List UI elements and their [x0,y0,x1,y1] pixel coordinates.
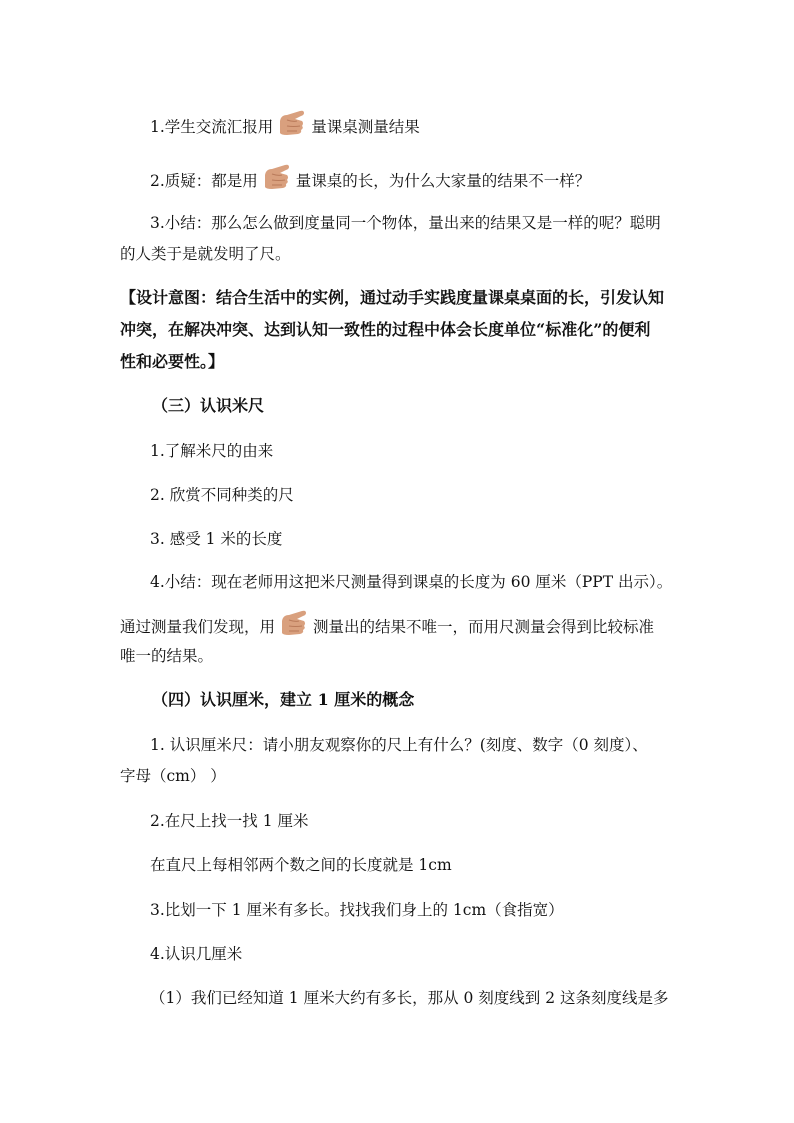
section3-item4-line3: 唯一的结果。 [120,647,214,665]
section4-heading: （四）认识厘米，建立 1 厘米的概念 [152,690,415,709]
step2 [150,167,590,195]
section4-item4: 4.认识几厘米 [150,945,243,963]
section4-item1-line1: 1. 认识厘米尺：请小朋友观察你的尺上有什么？(刻度、数字（0 刻度）、 [150,736,648,754]
section4-item2: 2.在尺上找一找 1 厘米 [150,812,309,830]
step1 [150,113,420,141]
section3-heading: （三）认识米尺 [152,396,265,415]
section4-item1-line2: 字母（cm） ） [120,767,226,785]
hand-pointing-icon [277,609,311,637]
step1-text-pre: 1.学生交流汇报用 [150,118,274,136]
section4-item4-sub1: （1）我们已经知道 1 厘米大约有多长，那从 0 刻度线到 2 这条刻度线是多 [150,989,669,1007]
design-intent-line3: 性和必要性。】 [120,352,225,371]
hand-pointing-icon [260,163,294,191]
section4-item3: 3.比划一下 1 厘米有多长。找找我们身上的 1cm（食指宽） [150,901,564,919]
design-intent-line2: 冲突，在解决冲突、达到认知一致性的过程中体会长度单位“标准化”的便利 [120,320,651,339]
design-intent-line1: 【设计意图：结合生活中的实例，通过动手实践度量课桌桌面的长，引发认知 [120,288,665,307]
section3-item4-line2-post: 测量出的结果不唯一，而用尺测量会得到比较标准 [313,618,655,636]
section3-item4-line2 [120,613,654,641]
step3-line2: 的人类于是就发明了尺。 [120,245,291,263]
section3-item1: 1.了解米尺的由来 [150,442,274,460]
step1-text-post: 量课桌测量结果 [311,118,420,136]
section3-item4-line2-pre: 通过测量我们发现，用 [120,618,276,636]
section3-item3: 3. 感受 1 米的长度 [150,530,283,548]
step3-line1: 3.小结：那么怎么做到度量同一个物体，量出来的结果又是一样的呢？聪明 [150,214,661,232]
section4-item2-note: 在直尺上每相邻两个数之间的长度就是 1cm [150,856,452,874]
step2-text-pre: 2.质疑：都是用 [150,172,258,190]
step2-text-post: 量课桌的长，为什么大家量的结果不一样？ [295,172,591,190]
section3-item4-line1: 4.小结：现在老师用这把米尺测量得到课桌的长度为 60 厘米（PPT 出示）。 [150,573,673,591]
section3-item2: 2. 欣赏不同种类的尺 [150,486,294,504]
hand-pointing-icon [275,109,309,137]
